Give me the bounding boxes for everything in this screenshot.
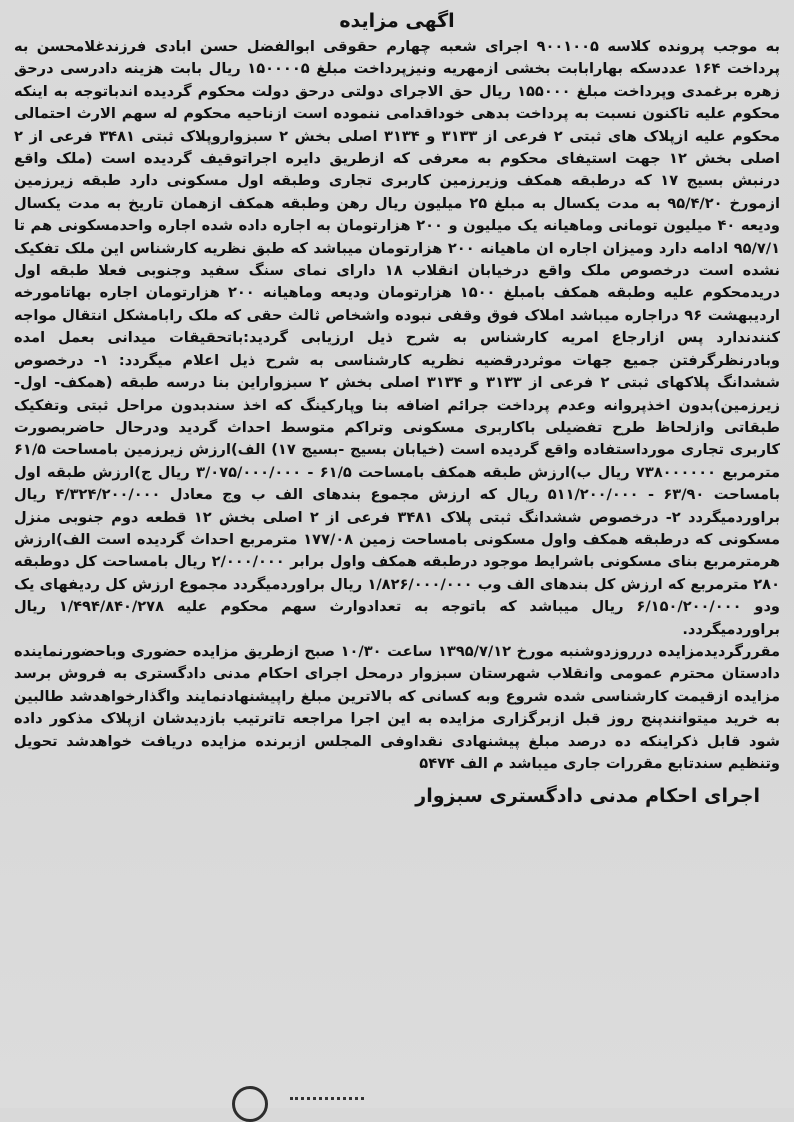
seal-icon bbox=[232, 1086, 268, 1122]
cut-line-divider bbox=[290, 1097, 364, 1106]
notice-body bbox=[14, 36, 780, 775]
notice-title: اگهی مزایده bbox=[339, 10, 455, 32]
notice-signature: اجرای احکام مدنی دادگستری سبزوار bbox=[415, 785, 760, 808]
notice-paragraph-main: به موجب پرونده کلاسه ۹۰۰۱۰۰۵ اجرای شعبه چهارم حقوقی ابوالفضل حسن ابادی فرزندغلامحسن به پرداخت ۱۶۴ عددسکه بهارابابت بخشی ازمهریه ونیزپرداخت مبلغ ۱۵۰۰۰۰۵ ریال بابت هزینه دادرسی درحق زهره برغمدی وپرداخت مبلغ ۱۵۵۰۰۰ ریال حق الاجرای دولتی درحق دولت محکوم گردیده اندباتوجه به اینکه محکوم علیه تاکنون نسبت به پرداخت بدهی خوداقدامی ننموده است ازناحیه محکوم له سهم الارث احتمالی محکوم علیه ازپلاک های ثبتی ۲ فرعی از ۳۱۳۳ و ۳۱۳۴ اصلی بخش ۲ سبزواروپلاک ثبتی ۳۴۸۱ فرعی از ۲ اصلی بخش ۱۲ جهت استیفای محکوم به معرفی که ازطریق دایره اجراتوقیف گردیده است (ملک واقع درنبش بسیج ۱۷ که درطبقه همکف وزیرزمین کاربری تجاری وطبقه اول مسکونی دارد طبقه زیرزمین ازمورخ ۹۵/۴/۲۰ به مدت یکسال به مبلغ ۲۵ میلیون ریال رهن وطبقه همکف ازهمان تاریخ به مدت یکسال ودیعه ۴۰ میلیون تومانی وماهیانه یک میلیون و ۲۰۰ هزارتومان به اجاره داده شده اجاره واحدمسکونی هم تا ۹۵/۷/۱ ادامه دارد ومیزان اجاره ان ماهیانه ۲۰۰ هزارتومان میباشد که طبق نظریه کارشناس این ملک تفکیک نشده است درخصوص ملک واقع درخیابان انقلاب ۱۸ دارای نمای سنگ سفید وجنوبی فعلا طبقه اول دریدمحکوم علیه وطبقه همکف بامبلغ ۱۵۰۰ هزارتومان ودیعه وماهیانه ۲۰۰ هزارتومان اجاره بهاتامورخه اردیبهشت ۹۶ دراجاره میباشد املاک فوق وقفی نبوده واشخاص ثالث حقی که ملک رابامشکل انتقال مواجه کنندندارد پس ازارجاع امریه کارشناس به شرح ذیل ارزیابی گردید:باتحقیقات میدانی بعمل امده وبادرنظرگرفتن جمیع جهات موثردرقضیه نظریه کارشناسی به شرح ذیل اعلام میگردد: ۱- درخصوص ششدانگ پلاکهای ثبتی ۲ فرعی از ۳۱۳۳ و ۳۱۳۴ اصلی بخش ۲ سبزواراین بنا درسه طبقه (همکف- اول- زیرزمین)بدون اخذپروانه وعدم پرداخت جرائم اضافه بنا وپارکینگ که اخذ سندبدون مراحل ثبتی وتفکیک طبقاتی وازلحاظ طرح تفضیلی باکاربری مسکونی وتراکم متوسط احداث گردید ودرحال حاضربصورت کاربری تجاری مورداستفاده واقع گردیده است (خیابان بسیج -بسیج ۱۷) الف)ارزش زیرزمین بامساحت ۶۱/۵ مترمربع ۷۳۸۰۰۰۰۰۰ ریال ب)ارزش طبقه همکف بامساحت ۶۱/۵ - ۳/۰۷۵/۰۰۰/۰۰۰ ریال ج)ارزش طبقه اول بامساحت ۶۳/۹۰ - ۵۱۱/۲۰۰/۰۰۰ ریال که ارزش مجموع بندهای الف ب وج معادل ۴/۳۲۴/۲۰۰/۰۰۰ ریال براوردمیگردد ۲- درخصوص ششدانگ ثبتی پلاک ۳۴۸۱ فرعی از ۲ اصلی بخش ۱۲ قطعه دوم جنوبی منزل مسکونی که درطبقه همکف واول مسکونی بامساحت زمین ۱۷۷/۰۸ مترمربع احداث گردیده است الف)ارزش هرمترمربع بنای مسکونی باشرایط موجود درطبقه همکف واول برابر ۲/۰۰۰/۰۰۰ ریال بامساحت کل دوطبقه ۲۸۰ مترمربع که ارزش کل بندهای الف وب ۱/۸۲۶/۰۰۰/۰۰۰ ریال براوردمیگردد مجموع ارزش کل ردیفهای یک ودو ۶/۱۵۰/۲۰۰/۰۰۰ ریال میباشد که باتوجه به تعدادوارث سهم محکوم علیه ۱/۴۹۴/۸۴۰/۲۷۸ ریال براوردمیگردد. bbox=[14, 38, 781, 638]
notice-paragraph-auction: مقررگردیدمزایده درروزدوشنبه مورخ ۱۳۹۵/۷/۱۲ ساعت ۱۰/۳۰ صبح ازطریق مزایده حضوری وباحضورنماینده دادستان محترم عمومی وانقلاب شهرستان سبزوار درمحل اجرای احکام مدنی دادگستری به فروش برسد مزایده ازقیمت کارشناسی شده شروع وبه کسانی که بالاترین مبلغ راپیشنهادنمایند واگذارخواهدشد طالبین به خرید میتوانندپنج روز قبل ازبرگزاری مزایده به این اجرا مراجعه تاترتیب بازدیدشان ازپلاک مذکور داده شود قابل ذکراینکه ده درصد مبلغ پیشنهادی نقداوفی المجلس ازبرنده مزایده دریافت خواهدشد تحویل وتنظیم سندتابع مقررات جاری میباشد م الف ۵۴۷۴ bbox=[14, 642, 780, 772]
